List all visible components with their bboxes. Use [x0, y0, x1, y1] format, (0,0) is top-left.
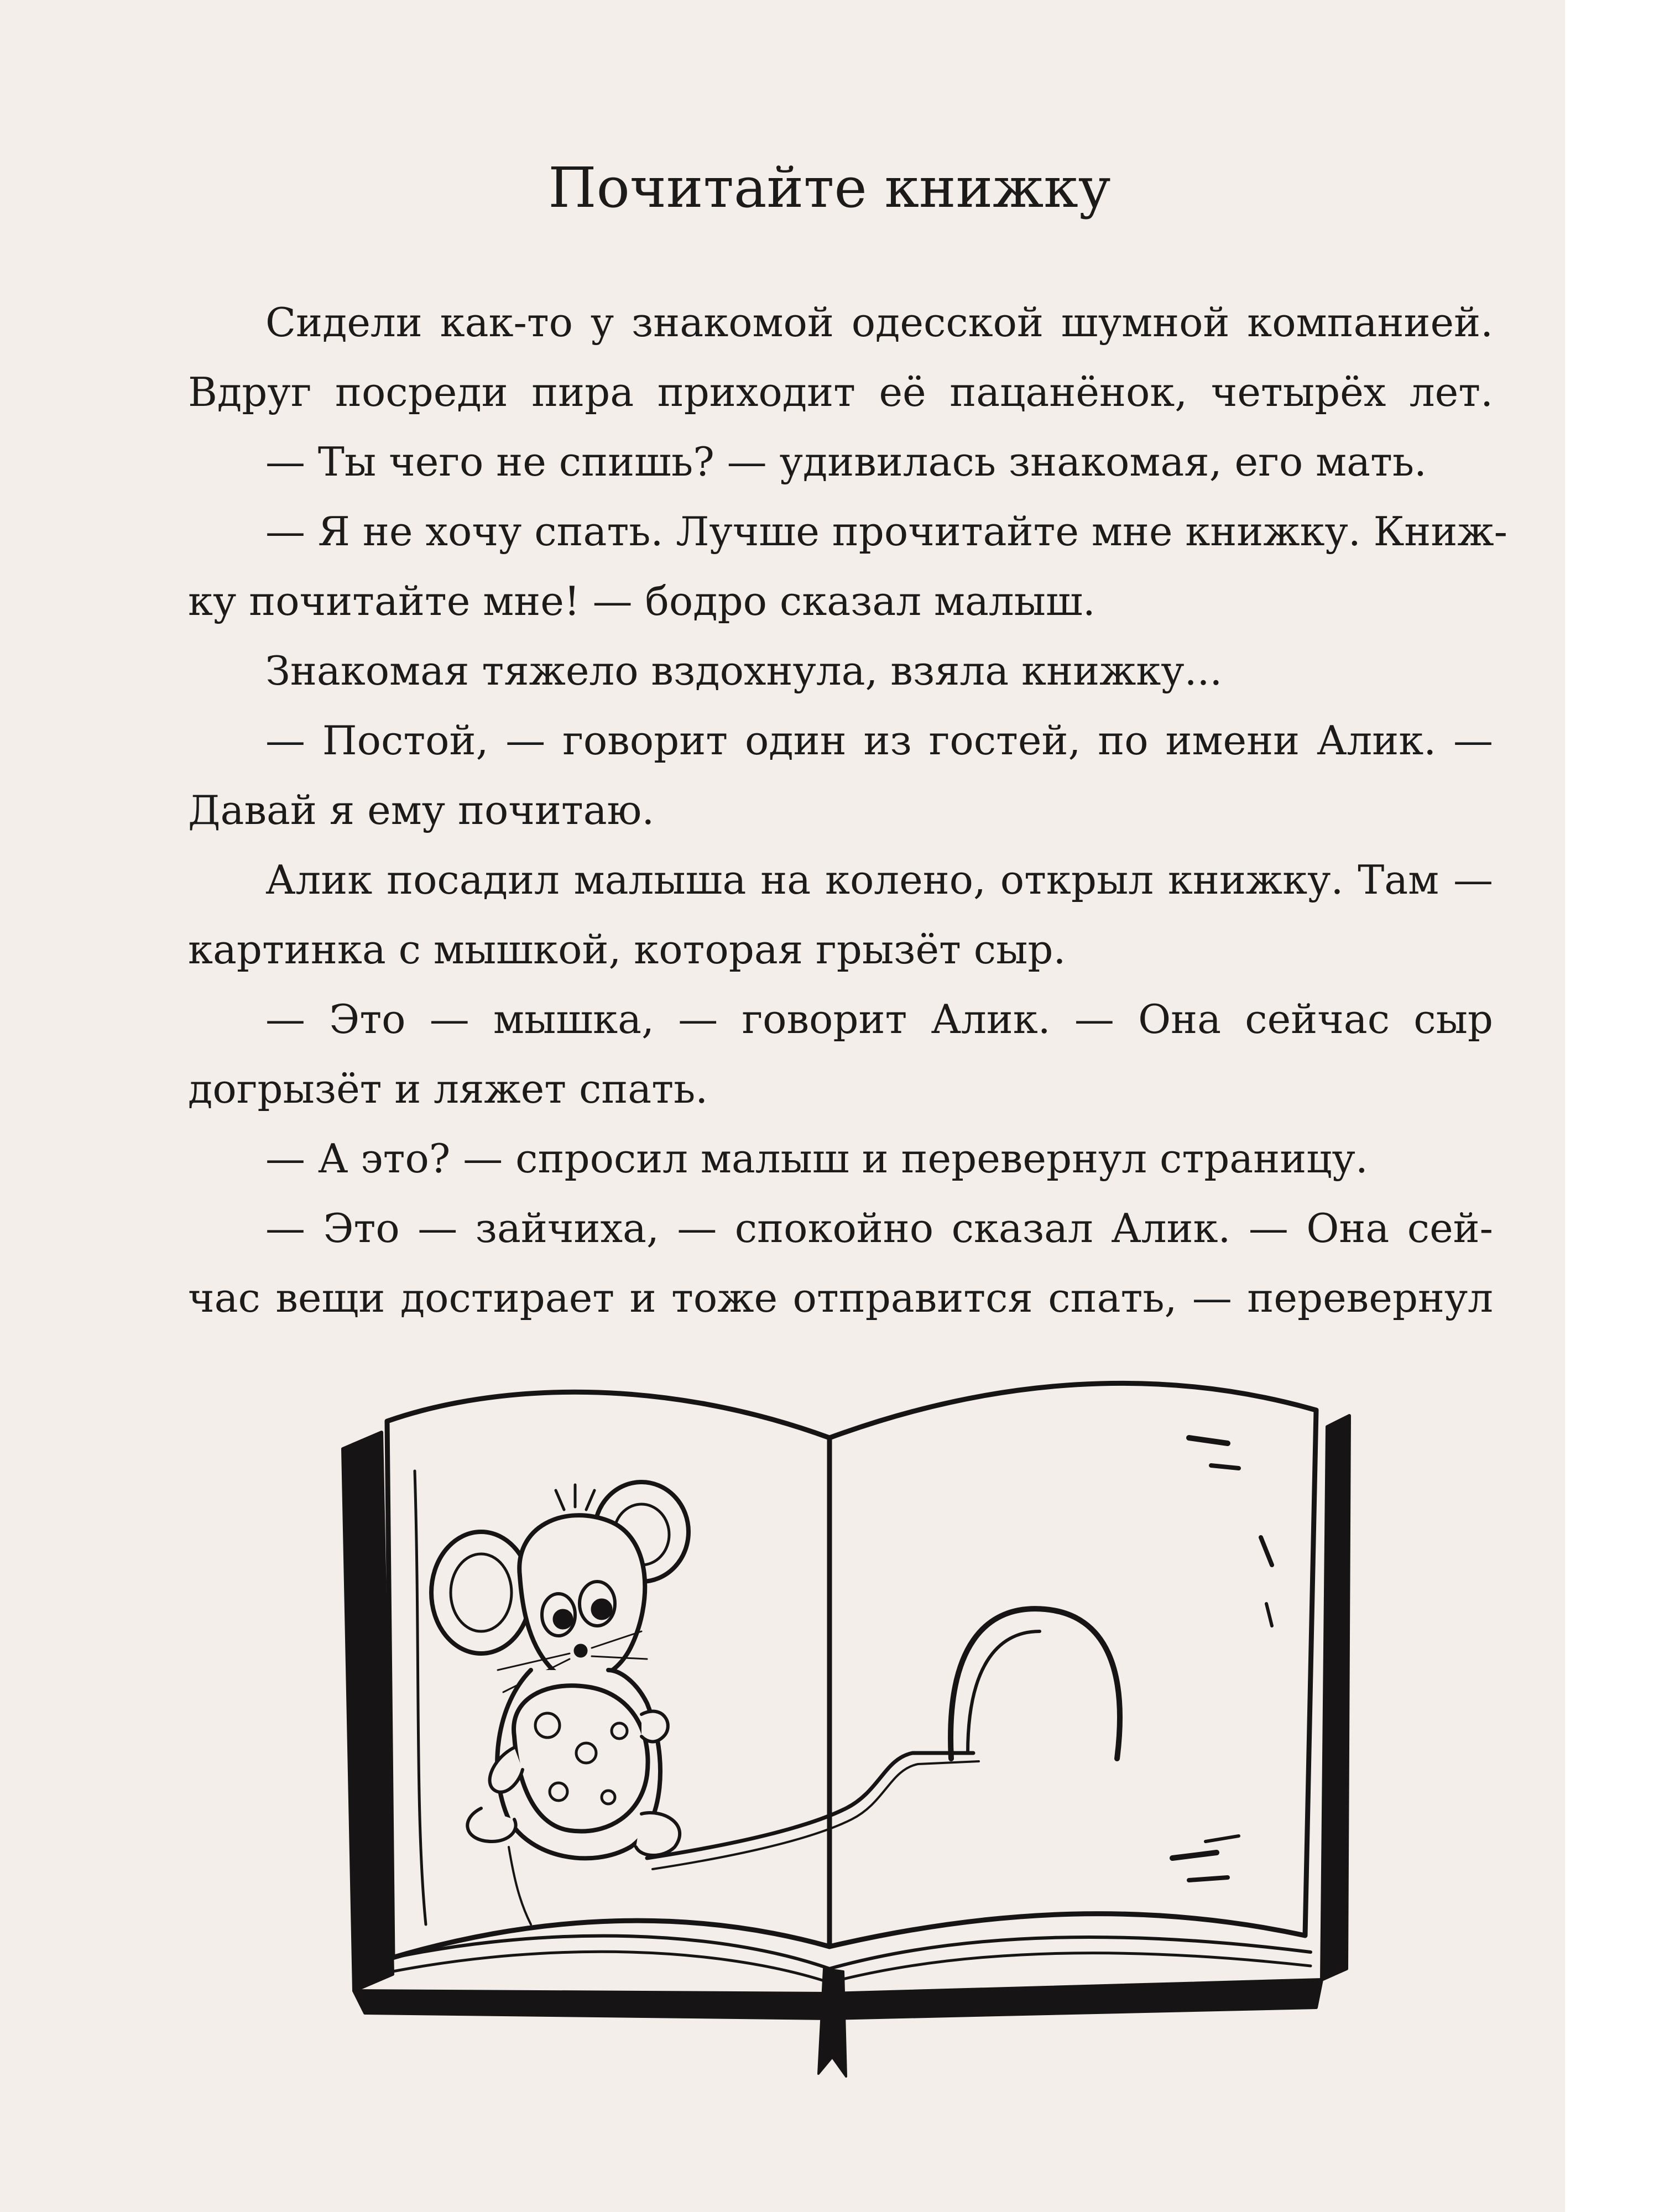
text-line: ку почитайте мне! — бодро сказал малыш. — [188, 578, 1095, 624]
text-line: Знакомая тяжело вздохнула, взяла книжку... — [265, 648, 1223, 694]
bookmark-ribbon — [818, 1969, 846, 2077]
text-line: Вдруг посреди пира приходит её пацанёнок, четырёх лет. — [188, 369, 1493, 415]
book-cover — [1322, 1416, 1349, 1980]
text-line: — Я не хочу спать. Лучше прочитайте мне книжку. Книж- — [265, 508, 1507, 555]
body-text — [188, 288, 1507, 1333]
text-line: — Это — зайчиха, — спокойно сказал Алик. — Она сей- — [265, 1205, 1493, 1251]
text-line: — Ты чего не спишь? — удивилась знакомая, его мать. — [265, 439, 1427, 485]
text-line: Алик посадил малыша на колено, открыл книжку. Там — — [265, 857, 1493, 903]
chapter-title: Почитайте книжку — [548, 155, 1111, 220]
mouse-nose — [574, 1644, 587, 1657]
mouse-paw — [641, 1712, 668, 1742]
cheese — [514, 1686, 648, 1831]
book-right-page — [830, 1383, 1316, 1947]
text-line: — Постой, — говорит один из гостей, по имени Алик. — — [265, 717, 1493, 764]
text-line: Сидели как-то у знакомой одесской шумной компанией. — [265, 299, 1493, 346]
book-illustration — [332, 1371, 1355, 2090]
text-line: час вещи достирает и тоже отправится спать, — перевернул — [188, 1275, 1493, 1321]
text-line: картинка с мышкой, которая грызёт сыр. — [188, 926, 1066, 973]
mouse-foot — [636, 1813, 680, 1855]
mouse-ear-left — [431, 1532, 531, 1653]
page-margin-strip — [1565, 0, 1659, 2212]
text-line: — А это? — спросил малыш и перевернул страницу. — [265, 1135, 1368, 1182]
text-line: — Это — мышка, — говорит Алик. — Она сейчас сыр — [265, 996, 1493, 1042]
text-line: Давай я ему почитаю. — [188, 787, 655, 833]
book-cover — [343, 1432, 393, 1991]
text-line: догрызёт и ляжет спать. — [188, 1066, 708, 1112]
